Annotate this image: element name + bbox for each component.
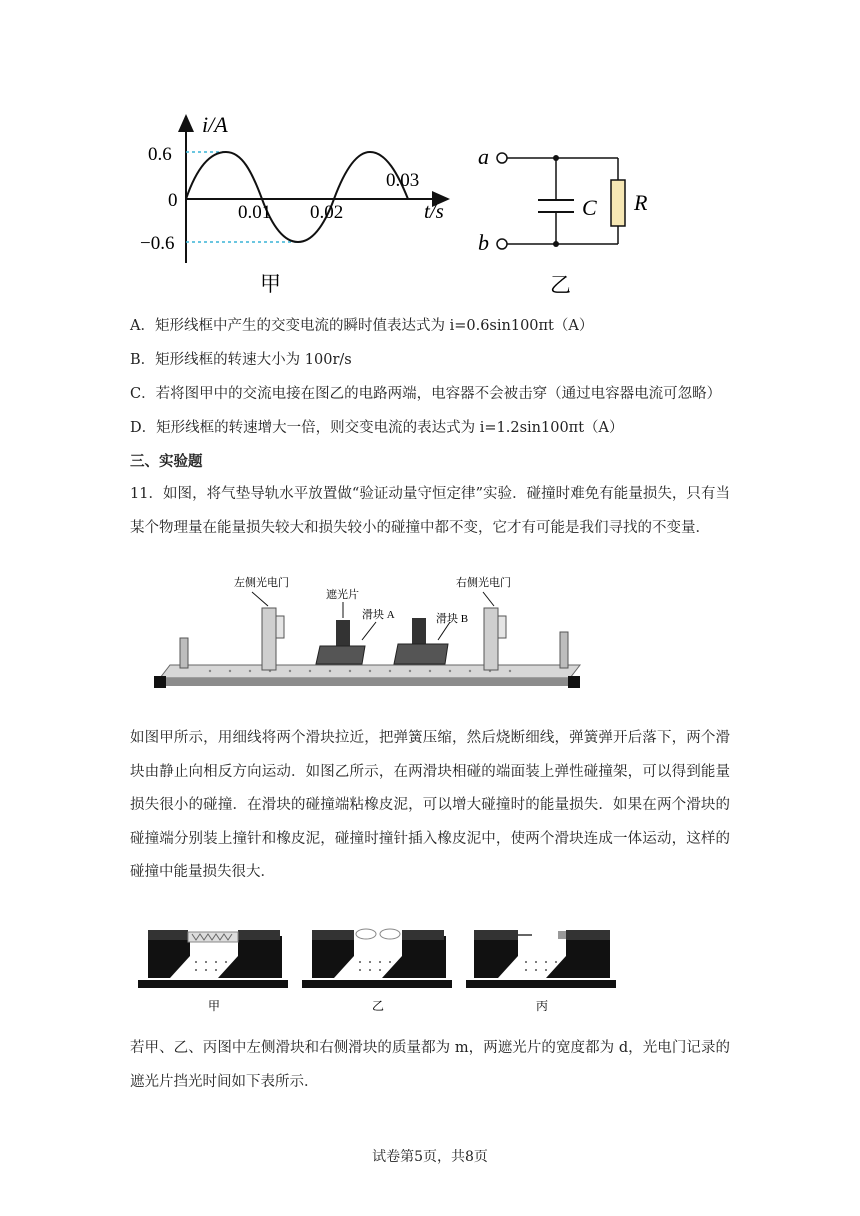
question-11-paragraph-3: 若甲、乙、丙图中左侧滑块和右侧滑块的质量都为 m，两遮光片的宽度都为 d，光电门记录的遮光片挡光时间如下表所示． xyxy=(130,1040,730,1090)
y-axis-label: i/A xyxy=(202,112,228,137)
tick-label-001: 0.01 xyxy=(238,202,272,223)
label-slider-b: 滑块 B xyxy=(436,613,469,625)
label-shutter: 遮光片 xyxy=(326,589,359,601)
left-end-stop xyxy=(180,638,188,668)
label-slider-a: 滑块 A xyxy=(362,609,395,621)
question-11-intro: 11．如图，将气垫导轨水平放置做“验证动量守恒定律”实验．碰撞时难免有能量损失，只有当某个物理量在能量损失较大和损失较小的碰撞中都不变，它才有可能是我们寻找的不变量． xyxy=(130,486,730,536)
tick-label-zero: 0 xyxy=(168,190,178,211)
terminal-a xyxy=(497,153,507,163)
circuit-diagram xyxy=(470,140,680,300)
tick-label-neg: −0.6 xyxy=(140,233,175,254)
slider-b xyxy=(394,644,448,664)
slider-a-shutter xyxy=(336,620,350,646)
right-end-stop xyxy=(560,632,568,668)
slider-a xyxy=(316,646,365,664)
sine-curve xyxy=(186,152,408,242)
tick-label-003: 0.03 xyxy=(386,170,420,191)
panel-yi xyxy=(302,929,452,988)
terminal-a-label: a xyxy=(478,144,489,169)
terminal-b xyxy=(497,239,507,249)
left-photogate xyxy=(262,608,276,670)
page-footer: 试卷第5页，共8页 xyxy=(372,1149,488,1165)
capacitor-label: C xyxy=(582,195,597,220)
junction-bottom xyxy=(553,241,559,247)
left-foot xyxy=(154,676,166,688)
figure-caption-yi: 乙 xyxy=(550,273,571,297)
option-c: C．若将图甲中的交流电接在图乙的电路两端，电容器不会被击穿（通过电容器电流可忽略） xyxy=(130,386,722,402)
panel-caption-bing: 丙 xyxy=(536,999,549,1013)
panel-caption-jia: 甲 xyxy=(208,999,221,1013)
section-heading: 三、实验题 xyxy=(130,453,203,470)
option-b: B．矩形线框的转速大小为 100r/s xyxy=(130,352,352,368)
slider-b-shutter xyxy=(412,618,426,646)
x-axis-label: t/s xyxy=(424,199,444,223)
right-photogate xyxy=(484,608,498,670)
panel-bing xyxy=(466,930,616,988)
question-11-paragraph-2: 如图甲所示，用细线将两个滑块拉近，把弹簧压缩，然后烧断细线，弹簧弹开后落下，两个滑块由静止向相反方向运动．如图乙所示，在两滑块相碰的端面装上弹性碰撞架，可以得到能量损失很小的碰撞．在滑块的碰撞端粘橡皮泥，可以增大碰撞时的能量损失．如果在两个滑块的碰撞端分别装上撞针和橡皮泥，碰撞时撞针插入橡皮泥中，使两个滑块连成一体运动，这样的碰撞中能量损失很大． xyxy=(130,730,730,880)
label-right-gate: 右侧光电门 xyxy=(456,577,511,589)
air-track-figure xyxy=(150,560,600,710)
option-a: A．矩形线框中产生的交变电流的瞬时值表达式为 i=0.6sin100πt（A） xyxy=(130,318,594,334)
option-d: D．矩形线框的转速增大一倍，则交变电流的表达式为 i=1.2sin100πt（A） xyxy=(130,420,624,436)
panel-caption-yi: 乙 xyxy=(372,999,385,1013)
tick-label-pos: 0.6 xyxy=(148,144,172,165)
current-time-graph xyxy=(140,108,460,300)
resistor xyxy=(611,180,625,226)
figure-caption-jia: 甲 xyxy=(260,272,281,296)
collision-panels xyxy=(130,922,630,1022)
resistor-label: R xyxy=(634,190,648,215)
tick-label-002: 0.02 xyxy=(310,202,344,223)
right-foot xyxy=(568,676,580,688)
panel-jia xyxy=(138,930,288,988)
label-left-gate: 左侧光电门 xyxy=(234,577,289,589)
terminal-b-label: b xyxy=(478,230,489,255)
